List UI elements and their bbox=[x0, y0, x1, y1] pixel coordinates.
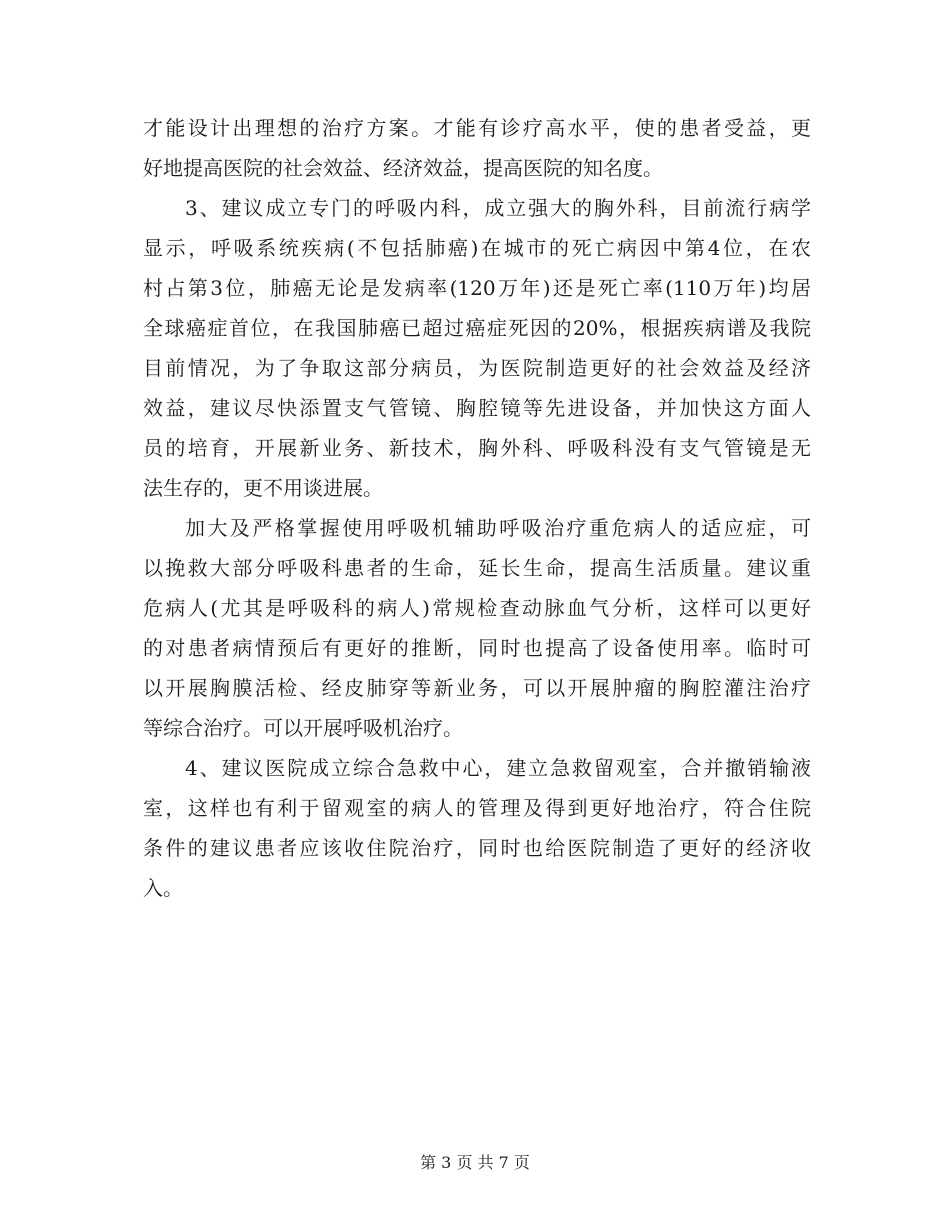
paragraph-ventilator bbox=[143, 508, 811, 748]
text-line: 员的培育，开展新业务、新技术，胸外科、呼吸科没有支气管镜是无 bbox=[143, 436, 811, 460]
document-body bbox=[143, 108, 811, 908]
text-line: 3、建议成立专门的呼吸内科，成立强大的胸外科，目前流行病学 bbox=[185, 196, 811, 220]
text-line: 室，这样也有利于留观室的病人的管理及得到更好地治疗，符合住院 bbox=[143, 796, 811, 820]
text-line: 好地提高医院的社会效益、经济效益，提高医院的知名度。 bbox=[143, 156, 663, 180]
text-line: 加大及严格掌握使用呼吸机辅助呼吸治疗重危病人的适应症，可 bbox=[185, 516, 811, 540]
text-line: 目前情况，为了争取这部分病员，为医院制造更好的社会效益及经济 bbox=[143, 356, 811, 380]
paragraph-item-3 bbox=[143, 188, 811, 508]
text-line: 才能设计出理想的治疗方案。才能有诊疗高水平，使的患者受益，更 bbox=[143, 116, 811, 140]
text-line: 等综合治疗。可以开展呼吸机治疗。 bbox=[143, 716, 463, 740]
paragraph-item-4 bbox=[143, 748, 811, 908]
text-line: 条件的建议患者应该收住院治疗，同时也给医院制造了更好的经济收 bbox=[143, 836, 811, 860]
text-line: 全球癌症首位，在我国肺癌已超过癌症死因的20%，根据疾病谱及我院 bbox=[143, 316, 811, 340]
text-line: 入。 bbox=[143, 876, 183, 900]
paragraph-continuation bbox=[143, 108, 811, 188]
text-line: 以开展胸膜活检、经皮肺穿等新业务，可以开展肿瘤的胸腔灌注治疗 bbox=[143, 676, 811, 700]
page-number-footer: 第 3 页 共 7 页 bbox=[420, 1153, 530, 1172]
text-line: 显示，呼吸系统疾病(不包括肺癌)在城市的死亡病因中第4位，在农 bbox=[143, 236, 811, 260]
text-line: 村占第3位，肺癌无论是发病率(120万年)还是死亡率(110万年)均居 bbox=[143, 276, 811, 300]
text-line: 危病人(尤其是呼吸科的病人)常规检查动脉血气分析，这样可以更好 bbox=[143, 596, 811, 620]
text-line: 4、建议医院成立综合急救中心，建立急救留观室，合并撤销输液 bbox=[185, 756, 811, 780]
text-line: 的对患者病情预后有更好的推断，同时也提高了设备使用率。临时可 bbox=[143, 636, 811, 660]
text-line: 以挽救大部分呼吸科患者的生命，延长生命，提高生活质量。建议重 bbox=[143, 556, 811, 580]
text-line: 法生存的，更不用谈进展。 bbox=[143, 476, 383, 500]
text-line: 效益，建议尽快添置支气管镜、胸腔镜等先进设备，并加快这方面人 bbox=[143, 396, 811, 420]
